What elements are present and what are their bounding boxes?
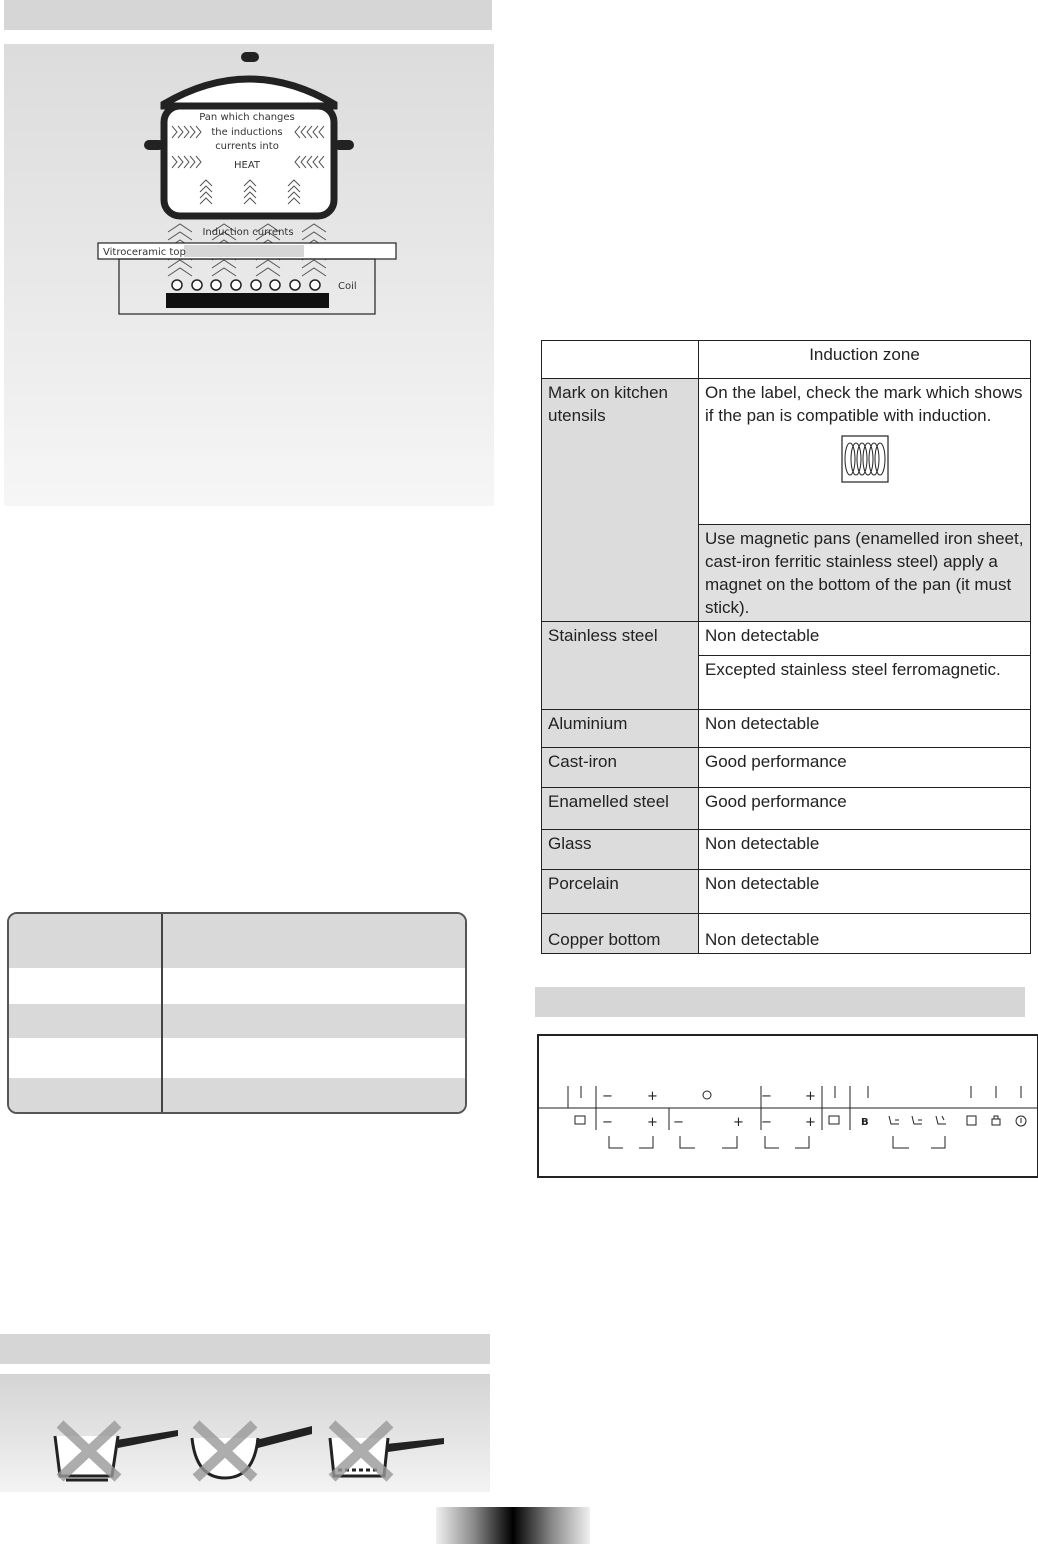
table-corner-cell bbox=[542, 341, 699, 379]
unsuitable-pans-illustration bbox=[0, 1374, 490, 1492]
cookware-compatibility-table bbox=[541, 340, 1031, 954]
row-key: Enamelled steel bbox=[542, 788, 699, 830]
row-key: Copper bottom bbox=[542, 914, 699, 954]
coil-icon bbox=[172, 280, 320, 290]
control-panel-svg bbox=[539, 1036, 1037, 1176]
zone-select-icon[interactable] bbox=[829, 1116, 839, 1124]
row-value: Non detectable bbox=[699, 830, 1031, 870]
row-value: Non detectable bbox=[699, 710, 1031, 748]
row-value-text: On the label, check the mark which shows if the pan is compatible with induction. bbox=[705, 383, 1023, 425]
minus-button[interactable]: − bbox=[673, 1115, 684, 1130]
control-panel-diagram bbox=[537, 1034, 1038, 1178]
booster-button[interactable]: B bbox=[861, 1117, 869, 1128]
left-table-row bbox=[9, 968, 465, 1004]
table-row bbox=[542, 914, 1031, 954]
timer-icon bbox=[703, 1091, 711, 1099]
keep-warm-1-icon[interactable] bbox=[889, 1116, 899, 1124]
vitroceramic-label: Vitroceramic top bbox=[103, 247, 186, 258]
plus-button[interactable]: + bbox=[647, 1115, 658, 1130]
row-key: Aluminium bbox=[542, 710, 699, 748]
top-left-bar bbox=[4, 0, 492, 30]
pan-handle-left bbox=[144, 140, 164, 150]
pause-icon[interactable] bbox=[967, 1116, 976, 1125]
table-row bbox=[542, 788, 1031, 830]
unsuitable-pans-panel bbox=[0, 1374, 490, 1492]
pan-raised-bottom-icon bbox=[330, 1424, 444, 1478]
minus-label: − bbox=[602, 1089, 613, 1104]
row-key: Porcelain bbox=[542, 870, 699, 914]
left-table-row bbox=[9, 1078, 465, 1112]
table-row bbox=[542, 748, 1031, 788]
callout-lines bbox=[568, 1086, 1021, 1148]
pan-label-4: HEAT bbox=[233, 160, 261, 171]
induction-diagram bbox=[4, 44, 494, 506]
table-row bbox=[542, 341, 1031, 379]
pan-round-bottom-icon bbox=[192, 1424, 312, 1478]
minus-label: − bbox=[761, 1089, 772, 1104]
induction-coil-mark-icon bbox=[841, 435, 889, 483]
table-row bbox=[542, 379, 1031, 525]
coil-base bbox=[166, 293, 329, 308]
pan-label-1: Pan which changes bbox=[199, 112, 295, 123]
plus-label: + bbox=[647, 1089, 658, 1104]
pan-label-3: currents into bbox=[215, 141, 279, 152]
plus-button[interactable]: + bbox=[805, 1115, 816, 1130]
pan-deformed-icon bbox=[55, 1424, 178, 1480]
row-value: Non detectable bbox=[699, 914, 1031, 954]
row-key: Glass bbox=[542, 830, 699, 870]
table-row bbox=[542, 622, 1031, 656]
page-footer-tab bbox=[436, 1507, 590, 1544]
row-value: Use magnetic pans (enamelled iron sheet, cast-iron ferritic stainless steel) apply a magnet on the bottom of the pan (it must stick). bbox=[699, 525, 1031, 622]
keep-warm-3-icon[interactable] bbox=[936, 1116, 946, 1124]
pan-label-2: the inductions bbox=[211, 127, 283, 138]
table-row bbox=[542, 870, 1031, 914]
zone-select-icon[interactable] bbox=[575, 1116, 585, 1124]
lid-knob-icon bbox=[241, 52, 259, 62]
induction-diagram-panel bbox=[4, 44, 494, 506]
induction-label: Induction currents bbox=[202, 227, 294, 238]
lock-icon[interactable] bbox=[992, 1119, 1000, 1125]
table-row bbox=[542, 830, 1031, 870]
left-table-row bbox=[9, 1038, 465, 1078]
coil-label: Coil bbox=[338, 281, 357, 292]
row-key: Mark on kitchen utensils bbox=[542, 379, 699, 622]
left-empty-table bbox=[7, 912, 467, 1114]
row-key: Stainless steel bbox=[542, 622, 699, 710]
row-key: Cast-iron bbox=[542, 748, 699, 788]
row-value: Good performance bbox=[699, 748, 1031, 788]
right-section-bar bbox=[535, 987, 1025, 1017]
row-value: Non detectable bbox=[699, 622, 1031, 656]
row-value: Excepted stainless steel ferromagnetic. bbox=[699, 656, 1031, 710]
left-table-row bbox=[9, 1004, 465, 1038]
table-row bbox=[542, 710, 1031, 748]
pan-lid bbox=[164, 79, 334, 106]
row-value: Good performance bbox=[699, 788, 1031, 830]
row-value bbox=[699, 379, 1031, 525]
header-induction-zone: Induction zone bbox=[699, 341, 1031, 379]
row-value: Non detectable bbox=[699, 870, 1031, 914]
minus-button[interactable]: − bbox=[761, 1115, 772, 1130]
pan-handle-right bbox=[334, 140, 354, 150]
plus-button[interactable]: + bbox=[733, 1115, 744, 1130]
keep-warm-2-icon[interactable] bbox=[912, 1116, 922, 1124]
left-section-bar bbox=[0, 1334, 490, 1364]
left-table-row bbox=[9, 914, 465, 968]
minus-button[interactable]: − bbox=[602, 1115, 613, 1130]
plus-label: + bbox=[805, 1089, 816, 1104]
